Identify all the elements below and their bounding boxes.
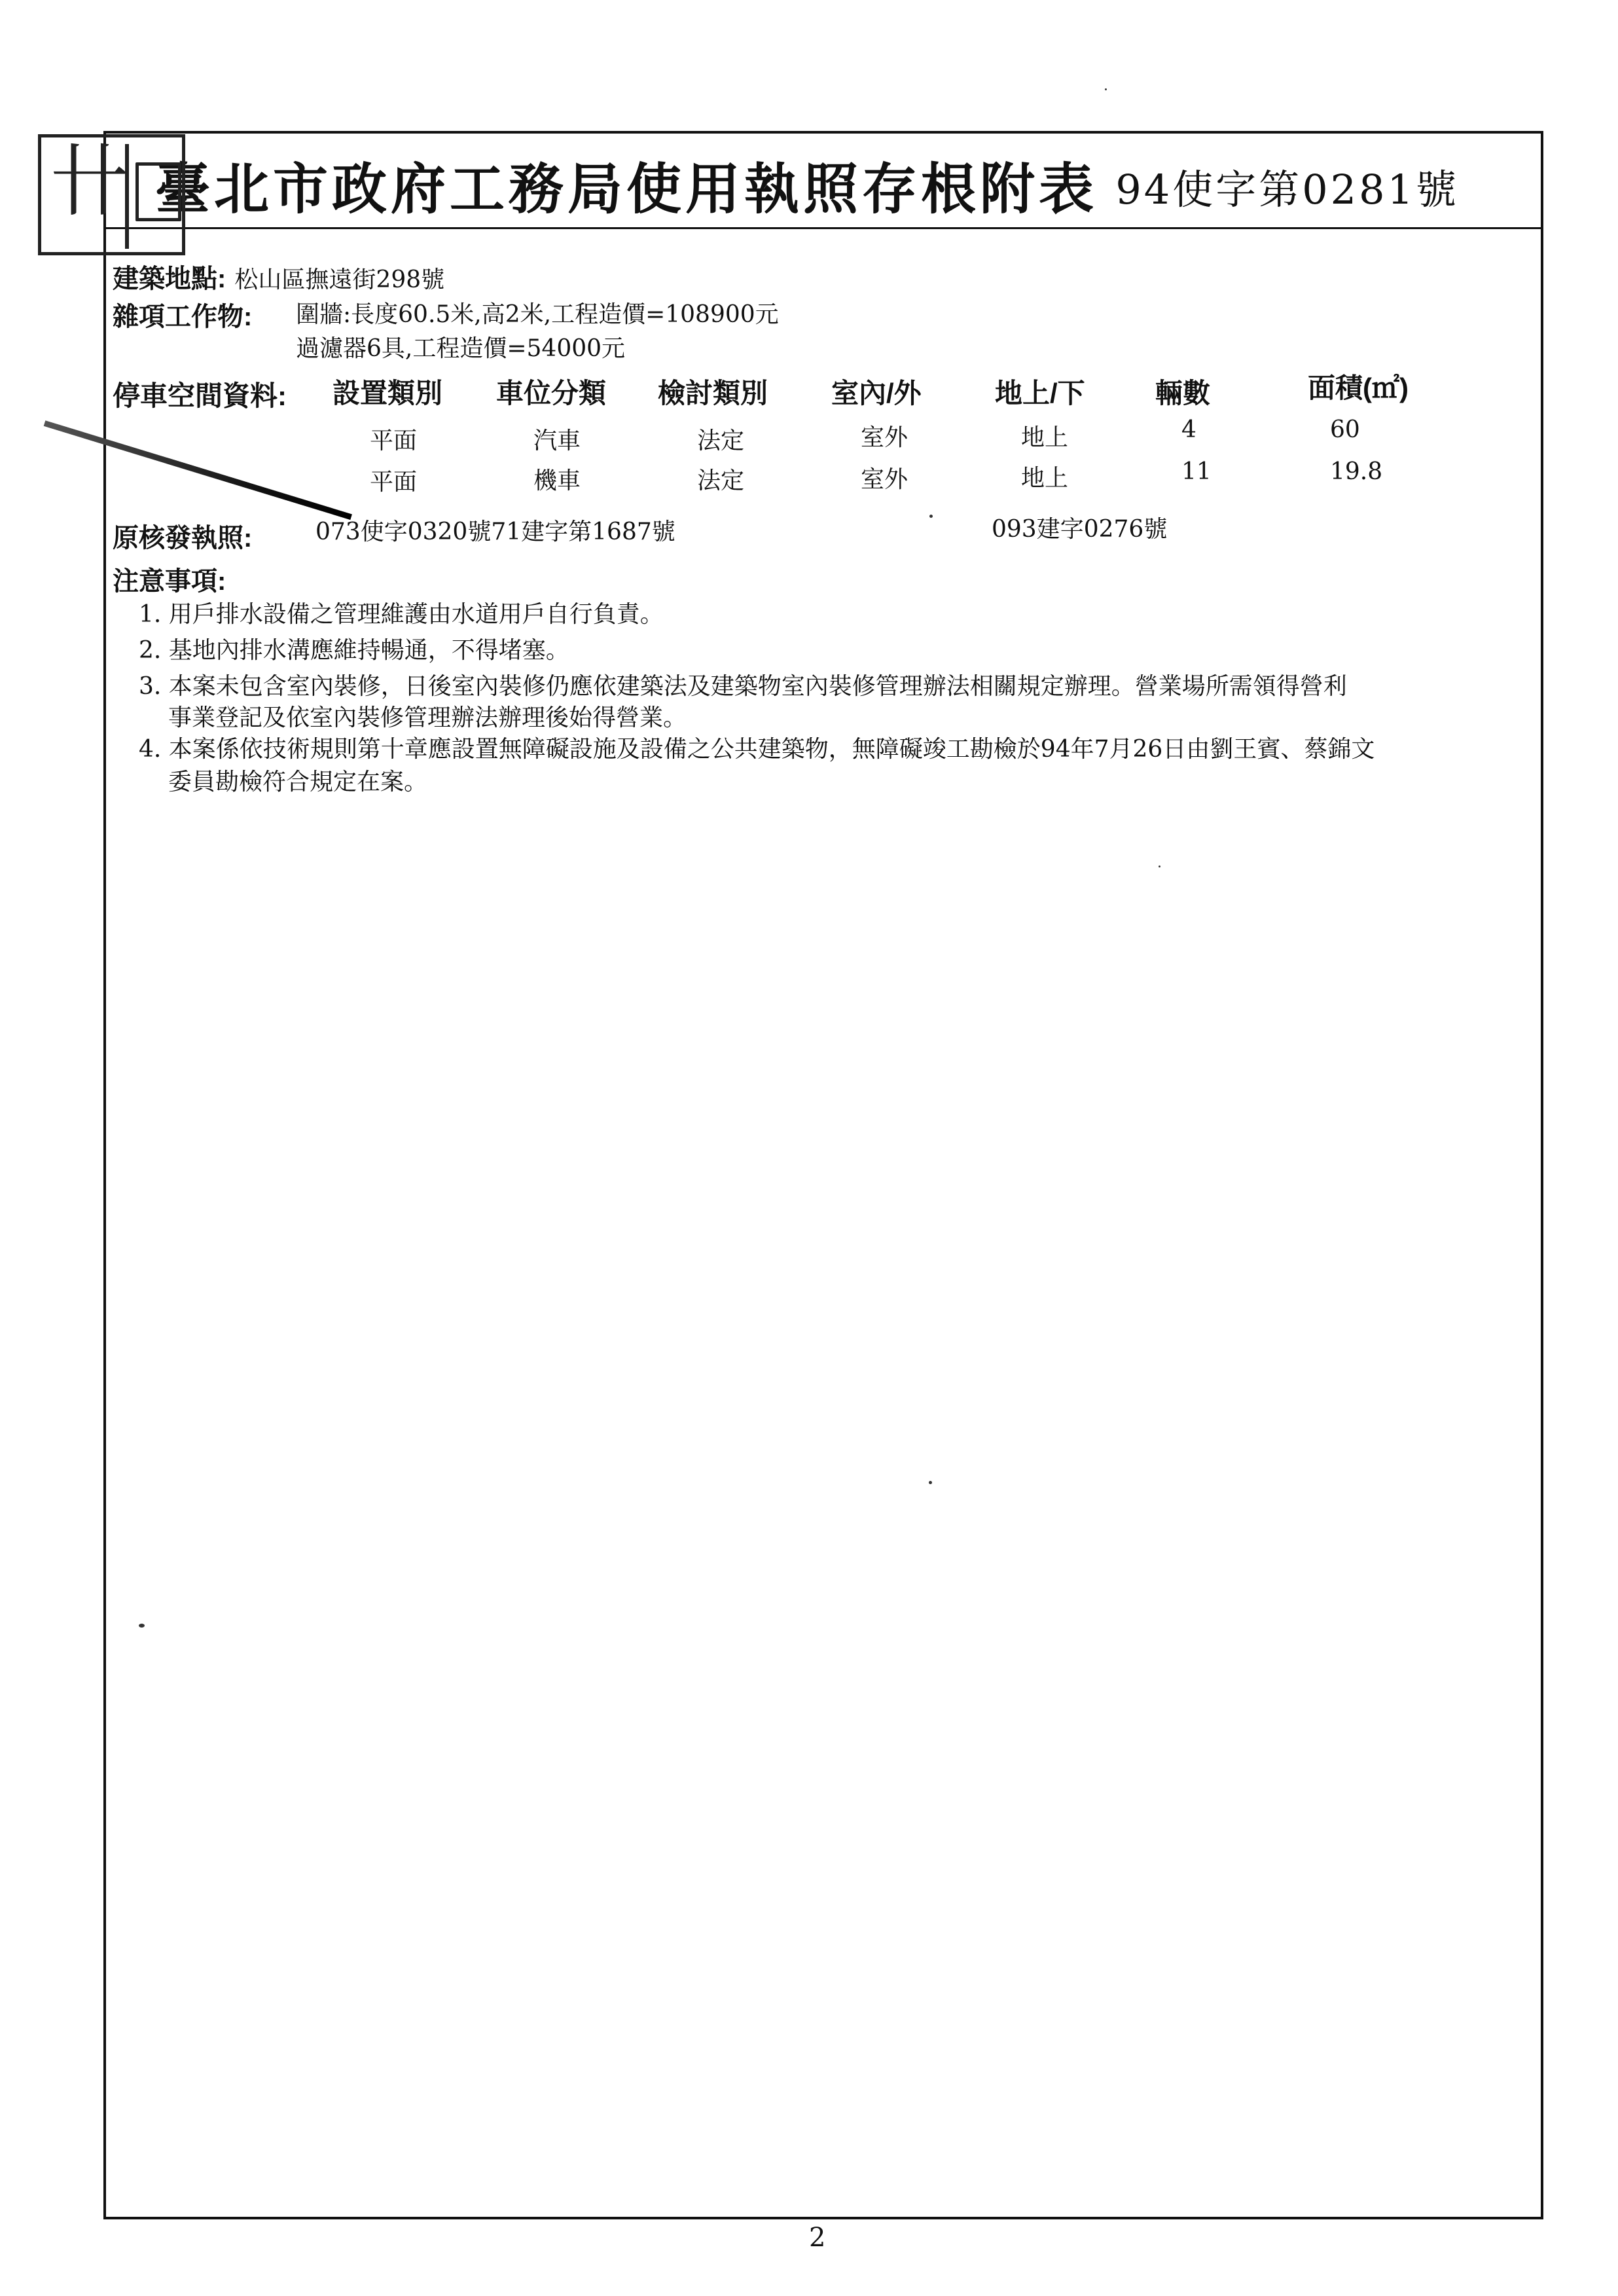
note-item: 4. 本案係依技術規則第十章應設置無障礙設施及設備之公共建築物，無障礙竣工勘檢於94年7月26日由劉王賓、蔡錦文: [139, 736, 1375, 763]
table-cell: 汽車: [533, 428, 581, 454]
document-frame: [103, 131, 1543, 2219]
site-value: 松山區撫遠街298號: [234, 266, 445, 293]
table-cell: 機車: [533, 467, 581, 494]
note-item-continuation: 委員勘檢符合規定在案。: [168, 769, 428, 795]
note-item: 1. 用戶排水設備之管理維護由水道用戶自行負責。: [139, 601, 664, 628]
misc-work-row: [113, 296, 252, 333]
col-header-setting-type: 設置類別: [333, 378, 443, 409]
table-cell: 室外: [861, 424, 908, 451]
table-cell: 11: [1181, 458, 1212, 485]
col-header-above-below: 地上/下: [995, 378, 1085, 409]
col-header-count: 輛數: [1155, 378, 1211, 409]
misc-work-label: 雜項工作物:: [113, 302, 253, 331]
note-item: 2. 基地內排水溝應維持暢通，不得堵塞。: [139, 637, 569, 664]
note-item-continuation: 事業登記及依室內裝修管理辦法辦理後始得營業。: [168, 704, 687, 731]
official-seal-stamp: [38, 134, 185, 255]
original-permit-value-2: 093建字0276號: [992, 516, 1168, 543]
notes-label-row: [113, 560, 226, 598]
table-cell: 法定: [697, 428, 745, 454]
site-row: [113, 258, 444, 295]
original-permit-row: [113, 517, 252, 555]
header-row: [106, 134, 1541, 229]
table-cell: 室外: [861, 466, 908, 493]
scan-speck: [1105, 88, 1107, 90]
document-title: 臺北市政府工務局使用執照存根附表: [155, 156, 1098, 221]
scan-speck: [1159, 866, 1160, 867]
parking-label-row: [113, 374, 287, 414]
scan-speck: [139, 1624, 145, 1628]
note-item: 3. 本案未包含室內裝修，日後室內裝修仍應依建築法及建築物室內裝修管理辦法相關規定辦理。營業場所需領得營利: [139, 673, 1347, 700]
table-cell: 地上: [1021, 465, 1069, 492]
misc-work-line1: 圍牆:長度60.5米,高2米,工程造價=108900元: [296, 301, 779, 328]
misc-work-line2: 過濾器6具,工程造價=54000元: [296, 335, 626, 362]
scan-speck: [929, 515, 933, 518]
table-cell: 19.8: [1330, 458, 1383, 485]
table-cell: 地上: [1021, 424, 1069, 451]
col-header-indoor-outdoor: 室內/外: [831, 378, 922, 409]
col-header-space-class: 車位分類: [496, 378, 607, 409]
table-cell: 平面: [370, 428, 418, 454]
parking-label: 停車空間資料:: [113, 380, 287, 411]
original-permit-label: 原核發執照:: [113, 524, 253, 553]
scan-speck: [929, 1481, 932, 1484]
table-cell: 60: [1330, 416, 1360, 443]
col-header-review-class: 檢討類別: [658, 378, 768, 409]
seal-glyph: 卄: [50, 136, 129, 227]
original-permit-value-1: 073使字0320號71建字第1687號: [315, 519, 675, 545]
table-cell: 法定: [697, 467, 745, 494]
col-header-area: 面積(㎡): [1308, 373, 1409, 403]
site-label: 建築地點:: [113, 264, 226, 293]
page-number: 2: [809, 2223, 826, 2253]
notes-label: 注意事項:: [113, 567, 226, 596]
table-cell: 平面: [370, 469, 418, 496]
table-cell: 4: [1181, 416, 1196, 443]
seal-inner-mark: [125, 144, 181, 249]
permit-number: 94使字第0281號: [1115, 166, 1459, 213]
